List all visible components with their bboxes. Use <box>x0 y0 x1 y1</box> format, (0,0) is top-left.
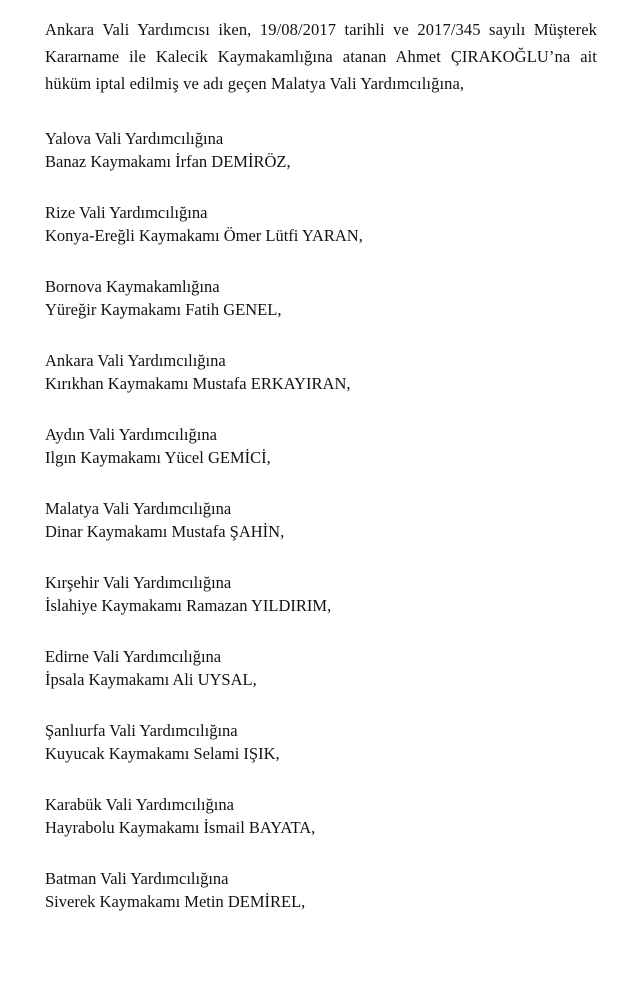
position-line: Şanlıurfa Vali Yardımcılığına <box>45 721 238 740</box>
appointment-block <box>45 349 597 395</box>
appointee-line: Kuyucak Kaymakamı Selami IŞIK, <box>45 744 280 763</box>
appointment-block <box>45 275 597 321</box>
appointment-block <box>45 423 597 469</box>
position-line: Ankara Vali Yardımcılığına <box>45 351 226 370</box>
appointment-block <box>45 497 597 543</box>
appointment-block <box>45 127 597 173</box>
appointment-block <box>45 645 597 691</box>
position-line: Batman Vali Yardımcılığına <box>45 869 229 888</box>
appointment-block <box>45 571 597 617</box>
appointee-line: Hayrabolu Kaymakamı İsmail BAYATA, <box>45 818 316 837</box>
position-line: Rize Vali Yardımcılığına <box>45 203 208 222</box>
appointment-block <box>45 793 597 839</box>
appointee-line: İslahiye Kaymakamı Ramazan YILDIRIM, <box>45 596 332 615</box>
position-line: Kırşehir Vali Yardımcılığına <box>45 573 232 592</box>
appointee-line: Dinar Kaymakamı Mustafa ŞAHİN, <box>45 522 285 541</box>
appointee-line: Kırıkhan Kaymakamı Mustafa ERKAYIRAN, <box>45 374 351 393</box>
appointee-line: Yüreğir Kaymakamı Fatih GENEL, <box>45 300 282 319</box>
position-line: Bornova Kaymakamlığına <box>45 277 220 296</box>
position-line: Aydın Vali Yardımcılığına <box>45 425 217 444</box>
appointee-line: Banaz Kaymakamı İrfan DEMİRÖZ, <box>45 152 291 171</box>
position-line: Edirne Vali Yardımcılığına <box>45 647 222 666</box>
appointee-line: Ilgın Kaymakamı Yücel GEMİCİ, <box>45 448 271 467</box>
intro-paragraph: Ankara Vali Yardımcısı iken, 19/08/2017 tarihli ve 2017/345 sayılı Müşterek Kararname ile Kalecik Kaymakamlığına atanan Ahmet ÇIRAKOĞLU’na ait hüküm iptal edilmiş ve adı geçen Malatya Vali Yardımcılığına, <box>45 20 597 93</box>
position-line: Karabük Vali Yardımcılığına <box>45 795 234 814</box>
appointment-block <box>45 719 597 765</box>
appointment-block <box>45 201 597 247</box>
position-line: Yalova Vali Yardımcılığına <box>45 129 224 148</box>
appointment-block <box>45 867 597 913</box>
appointee-line: İpsala Kaymakamı Ali UYSAL, <box>45 670 257 689</box>
appointee-line: Siverek Kaymakamı Metin DEMİREL, <box>45 892 306 911</box>
appointee-line: Konya-Ereğli Kaymakamı Ömer Lütfi YARAN, <box>45 226 363 245</box>
position-line: Malatya Vali Yardımcılığına <box>45 499 232 518</box>
